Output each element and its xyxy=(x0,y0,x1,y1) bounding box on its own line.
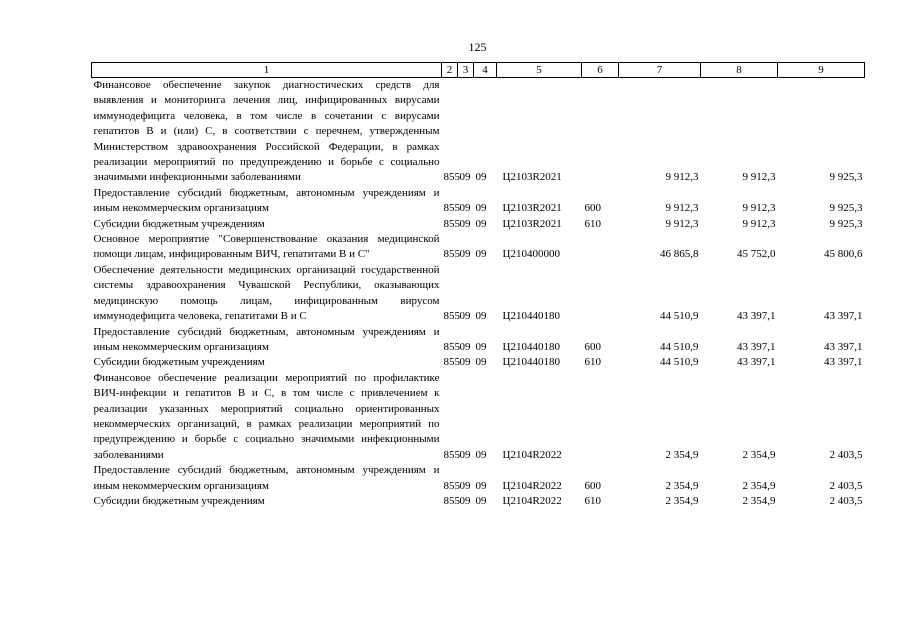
table-body xyxy=(92,78,865,510)
admin-code: 855 xyxy=(443,202,460,215)
subsection-code: 09 xyxy=(475,448,487,461)
amount-year-3: 43 397,1 xyxy=(824,356,863,369)
row-description: Субсидии бюджетным учреждениям xyxy=(93,494,265,507)
amount-year-1: 2 354,9 xyxy=(665,448,699,461)
subsection-code: 09 xyxy=(475,171,487,184)
section-code: 09 xyxy=(459,494,471,507)
expense-type-code xyxy=(582,232,619,263)
column-header-2: 2 xyxy=(442,63,458,78)
amount-year-1: 9 912,3 xyxy=(665,171,699,184)
column-header-7: 7 xyxy=(619,63,701,78)
target-article-code: Ц2103R2021 xyxy=(502,202,562,215)
column-header-1: 1 xyxy=(92,63,442,78)
amount-year-2: 43 397,1 xyxy=(737,340,776,353)
target-article-code: Ц2104R2022 xyxy=(502,448,562,461)
admin-code: 855 xyxy=(443,494,460,507)
expense-type-code xyxy=(582,78,619,186)
section-code: 09 xyxy=(459,202,471,215)
row-description: Субсидии бюджетным учреждениям xyxy=(93,217,265,230)
column-header-8: 8 xyxy=(701,63,778,78)
subsection-code: 09 xyxy=(475,217,487,230)
amount-year-2: 9 912,3 xyxy=(742,202,776,215)
table-row xyxy=(92,78,865,186)
amount-year-3: 9 925,3 xyxy=(829,217,863,230)
target-article-code: Ц210400000 xyxy=(502,248,560,261)
subsection-code: 09 xyxy=(475,248,487,261)
amount-year-1: 2 354,9 xyxy=(665,494,699,507)
subsection-code: 09 xyxy=(475,310,487,323)
admin-code: 855 xyxy=(443,356,460,369)
amount-year-3: 9 925,3 xyxy=(829,202,863,215)
section-code: 09 xyxy=(459,310,471,323)
target-article-code: Ц2103R2021 xyxy=(502,217,562,230)
amount-year-2: 9 912,3 xyxy=(742,217,776,230)
section-code: 09 xyxy=(459,171,471,184)
admin-code: 855 xyxy=(443,217,460,230)
amount-year-2: 2 354,9 xyxy=(742,479,776,492)
target-article-code: Ц2104R2022 xyxy=(502,494,562,507)
table-row xyxy=(92,263,865,325)
row-description: Предоставление субсидий бюджетным, автономным учреждениям и иным некоммерческим организациям xyxy=(93,186,440,215)
amount-year-1: 44 510,9 xyxy=(660,340,699,353)
admin-code: 855 xyxy=(443,248,460,261)
amount-year-1: 44 510,9 xyxy=(660,356,699,369)
column-header-3: 3 xyxy=(458,63,474,78)
column-header-6: 6 xyxy=(582,63,619,78)
subsection-code: 09 xyxy=(475,202,487,215)
target-article-code: Ц2104R2022 xyxy=(502,479,562,492)
column-numbers-row xyxy=(92,63,865,78)
column-header-4: 4 xyxy=(474,63,497,78)
table-row xyxy=(92,325,865,356)
expense-type-code: 610 xyxy=(584,494,601,507)
expense-type-code xyxy=(582,371,619,463)
amount-year-3: 45 800,6 xyxy=(824,248,863,261)
amount-year-3: 2 403,5 xyxy=(829,448,863,461)
amount-year-3: 2 403,5 xyxy=(829,494,863,507)
row-description: Обеспечение деятельности медицинских организаций государственной системы здравоохранения Чувашской Республики, оказывающих медицинскую помощь лицам, инфицированным вирусом иммунодефицита человека, гепатитами B и C xyxy=(93,263,440,323)
expense-type-code xyxy=(582,263,619,325)
target-article-code: Ц210440180 xyxy=(502,310,560,323)
amount-year-1: 44 510,9 xyxy=(660,310,699,323)
row-description: Субсидии бюджетным учреждениям xyxy=(93,356,265,369)
column-header-9: 9 xyxy=(778,63,865,78)
admin-code: 855 xyxy=(443,479,460,492)
amount-year-1: 9 912,3 xyxy=(665,217,699,230)
table-row xyxy=(92,355,865,370)
expense-type-code: 600 xyxy=(584,479,601,492)
expense-type-code: 610 xyxy=(584,217,601,230)
amount-year-1: 2 354,9 xyxy=(665,479,699,492)
section-code: 09 xyxy=(459,448,471,461)
amount-year-2: 2 354,9 xyxy=(742,494,776,507)
amount-year-1: 9 912,3 xyxy=(665,202,699,215)
row-description: Предоставление субсидий бюджетным, автономным учреждениям и иным некоммерческим организациям xyxy=(93,464,440,492)
target-article-code: Ц2103R2021 xyxy=(502,171,562,184)
subsection-code: 09 xyxy=(475,494,487,507)
section-code: 09 xyxy=(459,340,471,353)
page-number: 125 xyxy=(468,40,487,54)
amount-year-2: 9 912,3 xyxy=(742,171,776,184)
table-row xyxy=(92,232,865,263)
expense-type-code: 600 xyxy=(584,202,601,215)
expense-type-code: 600 xyxy=(584,340,601,353)
amount-year-3: 43 397,1 xyxy=(824,310,863,323)
admin-code: 855 xyxy=(443,171,460,184)
amount-year-2: 2 354,9 xyxy=(742,448,776,461)
table-row xyxy=(92,463,865,494)
section-code: 09 xyxy=(459,248,471,261)
admin-code: 855 xyxy=(443,340,460,353)
table-row xyxy=(92,217,865,232)
admin-code: 855 xyxy=(443,448,460,461)
table-row xyxy=(92,371,865,463)
budget-table xyxy=(91,62,865,509)
target-article-code: Ц210440180 xyxy=(502,356,560,369)
target-article-code: Ц210440180 xyxy=(502,340,560,353)
expense-type-code: 610 xyxy=(584,356,601,369)
subsection-code: 09 xyxy=(475,340,487,353)
section-code: 09 xyxy=(459,356,471,369)
amount-year-3: 2 403,5 xyxy=(829,479,863,492)
row-description: Финансовое обеспечение закупок диагностических средств для выявления и мониторинга лечения лиц, инфицированных вирусами иммунодефицита человека, в том числе в сочетании с вирусами гепатитов B и (или) C, в соответствии с перечнем, утвержденным Министерством здравоохранения Российской Федерации, в рамках реализации мероприятий по предупреждению и борьбе с социально значимыми инфекционными заболеваниями xyxy=(93,79,440,184)
column-header-5: 5 xyxy=(497,63,582,78)
subsection-code: 09 xyxy=(475,356,487,369)
row-description: Финансовое обеспечение реализации мероприятий по профилактике ВИЧ-инфекции и гепатитов B и C, в том числе с привлечением к реализации указанных мероприятий социально ориентированных некоммерческих организаций, в рамках реализации мероприятий по предупреждению и борьбе с социально значимыми инфекционными заболеваниями xyxy=(93,371,440,461)
amount-year-2: 43 397,1 xyxy=(737,310,776,323)
amount-year-1: 46 865,8 xyxy=(660,248,699,261)
amount-year-3: 9 925,3 xyxy=(829,171,863,184)
amount-year-2: 43 397,1 xyxy=(737,356,776,369)
subsection-code: 09 xyxy=(475,479,487,492)
amount-year-3: 43 397,1 xyxy=(824,340,863,353)
table-row xyxy=(92,186,865,217)
section-code: 09 xyxy=(459,217,471,230)
table-row xyxy=(92,494,865,509)
admin-code: 855 xyxy=(443,310,460,323)
section-code: 09 xyxy=(459,479,471,492)
row-description: Основное мероприятие "Совершенствование оказания медицинской помощи лицам, инфицированным ВИЧ, гепатитами B и C" xyxy=(93,233,440,261)
row-description: Предоставление субсидий бюджетным, автономным учреждениям и иным некоммерческим организациям xyxy=(93,325,440,353)
amount-year-2: 45 752,0 xyxy=(737,248,776,261)
